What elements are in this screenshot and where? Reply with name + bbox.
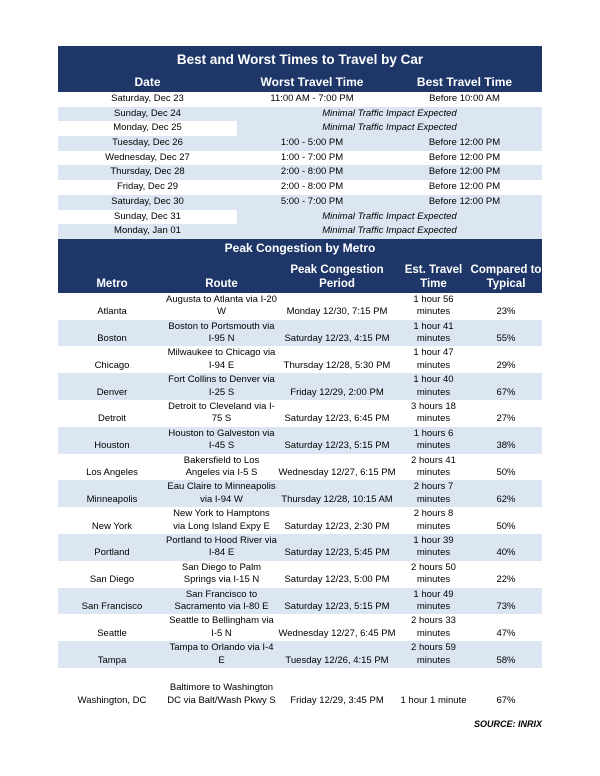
travel-time-cell: 2 hours 7 minutes — [413, 481, 454, 505]
metro-cell: San Diego — [89, 574, 135, 586]
travel-time-cell: 2 hours 8 minutes — [413, 508, 454, 532]
date-cell: Thursday, Dec 28 — [58, 165, 237, 180]
period-cell: Thursday 12/28, 5:30 PM — [283, 359, 391, 371]
compared-cell: 58% — [496, 654, 516, 666]
compared-cell: 38% — [496, 440, 516, 452]
metro-cell: San Francisco — [81, 601, 143, 613]
metro-cell: Chicago — [94, 359, 130, 371]
travel-time-cell: 1 hour 47 minutes — [413, 347, 454, 371]
date-cell: Monday, Dec 25 — [58, 121, 237, 136]
date-cell: Saturday, Dec 23 — [58, 92, 237, 107]
travel-time-cell: 2 hours 41 minutes — [411, 454, 456, 479]
metro-cell: Los Angeles — [86, 467, 138, 479]
metro-cell: Portland — [94, 547, 130, 559]
compared-cell: 67% — [496, 694, 516, 706]
compared-cell: 55% — [496, 333, 516, 345]
metro-cell: Washington, DC — [77, 694, 147, 706]
congestion-body — [58, 293, 542, 708]
travel-time-cell: 1 hour 1 minute — [400, 694, 467, 706]
compared-cell: 22% — [496, 574, 516, 586]
compared-cell: 40% — [496, 547, 516, 559]
best-time-cell: Before 10:00 AM — [387, 92, 542, 107]
table-row — [58, 507, 542, 534]
period-cell: Tuesday 12/26, 4:15 PM — [285, 654, 389, 666]
table-row — [58, 180, 542, 195]
table-row — [58, 165, 542, 180]
travel-times-title: Best and Worst Times to Travel by Car — [58, 46, 542, 73]
metro-cell: Detroit — [98, 413, 126, 425]
best-time-cell: Before 12:00 PM — [428, 137, 501, 149]
period-cell: Wednesday 12/27, 6:15 PM — [278, 467, 396, 479]
worst-time-cell: 2:00 - 8:00 PM — [280, 166, 344, 178]
best-time-cell: Before 12:00 PM — [428, 166, 501, 178]
table-row — [58, 454, 542, 481]
col-metro-header: Metro — [96, 277, 128, 290]
compared-cell: 73% — [496, 601, 516, 613]
metro-cell: Atlanta — [97, 306, 127, 318]
col-best-header: Best Travel Time — [416, 75, 513, 89]
travel-time-cell: 1 hour 39 minutes — [413, 535, 454, 559]
metro-cell: Minneapolis — [86, 493, 138, 505]
note-cell: Minimal Traffic Impact Expected — [237, 121, 542, 136]
route-cell: Houston to Galveston via I-45 S — [168, 427, 275, 452]
travel-time-cell: 1 hour 56 minutes — [413, 293, 454, 318]
period-cell: Saturday 12/23, 6:45 PM — [284, 413, 390, 425]
worst-time-cell: 11:00 AM - 7:00 PM — [237, 92, 387, 107]
table-row — [58, 293, 542, 320]
note-cell: Minimal Traffic Impact Expected — [237, 210, 542, 225]
metro-cell: Boston — [97, 333, 127, 345]
route-cell: Boston to Portsmouth via I-95 N — [168, 320, 275, 345]
worst-time-cell: 5:00 - 7:00 PM — [280, 195, 344, 207]
travel-time-cell: 2 hours 50 minutes — [411, 561, 456, 586]
table-row — [58, 668, 542, 708]
route-cell: Tampa to Orlando via I-4 E — [169, 642, 274, 666]
period-cell: Thursday 12/28, 10:15 AM — [281, 493, 393, 505]
travel-time-cell: 2 hours 59 minutes — [411, 642, 456, 666]
date-cell: Monday, Jan 01 — [58, 224, 237, 239]
table-row — [58, 641, 542, 668]
compared-cell: 67% — [496, 386, 516, 398]
date-cell: Wednesday, Dec 27 — [58, 151, 237, 166]
table-row — [58, 480, 542, 507]
route-cell: Baltimore to Washington DC via Balt/Wash Pkwy S — [167, 682, 276, 706]
travel-time-cell: 3 hours 18 minutes — [411, 401, 456, 425]
table-row — [58, 373, 542, 400]
metro-cell: Seattle — [97, 627, 127, 639]
compared-cell: 50% — [496, 520, 516, 532]
travel-time-cell: 1 hours 6 minutes — [413, 427, 454, 452]
congestion-title: Peak Congestion by Metro — [58, 239, 542, 257]
note-cell: Minimal Traffic Impact Expected — [237, 107, 542, 122]
period-cell: Saturday 12/23, 5:15 PM — [284, 440, 390, 452]
route-cell: Seattle to Bellingham via I-5 N — [169, 615, 274, 639]
note-cell: Minimal Traffic Impact Expected — [237, 224, 542, 239]
table-row — [58, 151, 542, 166]
period-cell: Monday 12/30, 7:15 PM — [286, 306, 388, 318]
metro-cell: Denver — [96, 386, 128, 398]
source-note: SOURCE: INRIX — [473, 719, 542, 729]
table-row — [58, 346, 542, 373]
route-cell: Augusta to Atlanta via I-20 W — [166, 293, 277, 318]
travel-times-header — [58, 73, 542, 92]
table-row — [58, 107, 542, 122]
travel-time-cell: 1 hour 41 minutes — [413, 320, 454, 345]
table-row — [58, 92, 542, 107]
compared-cell: 29% — [496, 359, 516, 371]
route-cell: Eau Claire to Minneapolis via I-94 W — [167, 481, 276, 505]
table-row — [58, 320, 542, 347]
compared-cell: 23% — [496, 306, 516, 318]
period-cell: Saturday 12/23, 5:00 PM — [284, 574, 390, 586]
travel-time-cell: 1 hour 49 minutes — [413, 588, 454, 613]
date-cell: Tuesday, Dec 26 — [58, 136, 237, 151]
best-time-cell: Before 12:00 PM — [387, 151, 542, 166]
route-cell: San Diego to Palm Springs via I-15 N — [181, 561, 262, 586]
compared-cell: 27% — [496, 413, 516, 425]
date-cell: Friday, Dec 29 — [58, 180, 237, 195]
worst-time-cell: 1:00 - 7:00 PM — [237, 151, 387, 166]
col-period-header: Peak Congestion Period — [290, 263, 384, 290]
metro-cell: Tampa — [97, 654, 127, 666]
compared-cell: 47% — [496, 627, 516, 639]
col-route-header: Route — [205, 277, 238, 290]
table-row — [58, 588, 542, 615]
period-cell: Friday 12/29, 3:45 PM — [290, 694, 384, 706]
table-row — [58, 224, 542, 239]
travel-time-cell: 2 hours 33 minutes — [411, 615, 456, 639]
worst-time-cell: 2:00 - 8:00 PM — [237, 180, 387, 195]
travel-time-cell: 1 hour 40 minutes — [413, 374, 454, 398]
table-row — [58, 400, 542, 427]
period-cell: Saturday 12/23, 5:45 PM — [284, 547, 390, 559]
date-cell: Sunday, Dec 31 — [58, 210, 237, 225]
metro-cell: Houston — [94, 440, 130, 452]
route-cell: New York to Hamptons via Long Island Expy E — [173, 508, 270, 532]
table-row — [58, 121, 542, 136]
compared-cell: 50% — [496, 467, 516, 479]
table-row — [58, 561, 542, 588]
period-cell: Friday 12/29, 2:00 PM — [290, 386, 384, 398]
compared-cell: 62% — [496, 493, 516, 505]
route-cell: Fort Collins to Denver via I-25 S — [168, 374, 275, 398]
col-compared-header: Compared to Typical — [470, 263, 542, 290]
best-time-cell: Before 12:00 PM — [428, 195, 501, 207]
route-cell: Detroit to Cleveland via I-75 S — [168, 401, 275, 425]
table-row — [58, 427, 542, 454]
table-row — [58, 136, 542, 151]
route-cell: Bakersfield to Los Angeles via I-5 S — [183, 454, 260, 479]
period-cell: Wednesday 12/27, 6:45 PM — [278, 627, 396, 639]
table-row — [58, 614, 542, 641]
congestion-header — [58, 257, 542, 293]
period-cell: Saturday 12/23, 4:15 PM — [284, 333, 390, 345]
route-cell: San Francisco to Sacramento via I-80 E — [174, 588, 269, 613]
table-row — [58, 210, 542, 225]
period-cell: Saturday 12/23, 2:30 PM — [284, 520, 390, 532]
date-cell: Saturday, Dec 30 — [58, 195, 237, 210]
travel-tables — [58, 46, 542, 708]
route-cell: Portland to Hood River via I-84 E — [166, 535, 277, 559]
best-time-cell: Before 12:00 PM — [387, 180, 542, 195]
route-cell: Milwaukee to Chicago via I-94 E — [167, 347, 276, 371]
metro-cell: New York — [91, 520, 133, 532]
period-cell: Saturday 12/23, 5:15 PM — [284, 601, 390, 613]
col-worst-header: Worst Travel Time — [260, 75, 364, 89]
table-row — [58, 195, 542, 210]
travel-times-body — [58, 92, 542, 239]
table-row — [58, 534, 542, 561]
date-cell: Sunday, Dec 24 — [58, 107, 237, 122]
worst-time-cell: 1:00 - 5:00 PM — [280, 137, 344, 149]
col-time-header: Est. Travel Time — [404, 263, 463, 290]
col-date-header: Date — [134, 75, 161, 89]
